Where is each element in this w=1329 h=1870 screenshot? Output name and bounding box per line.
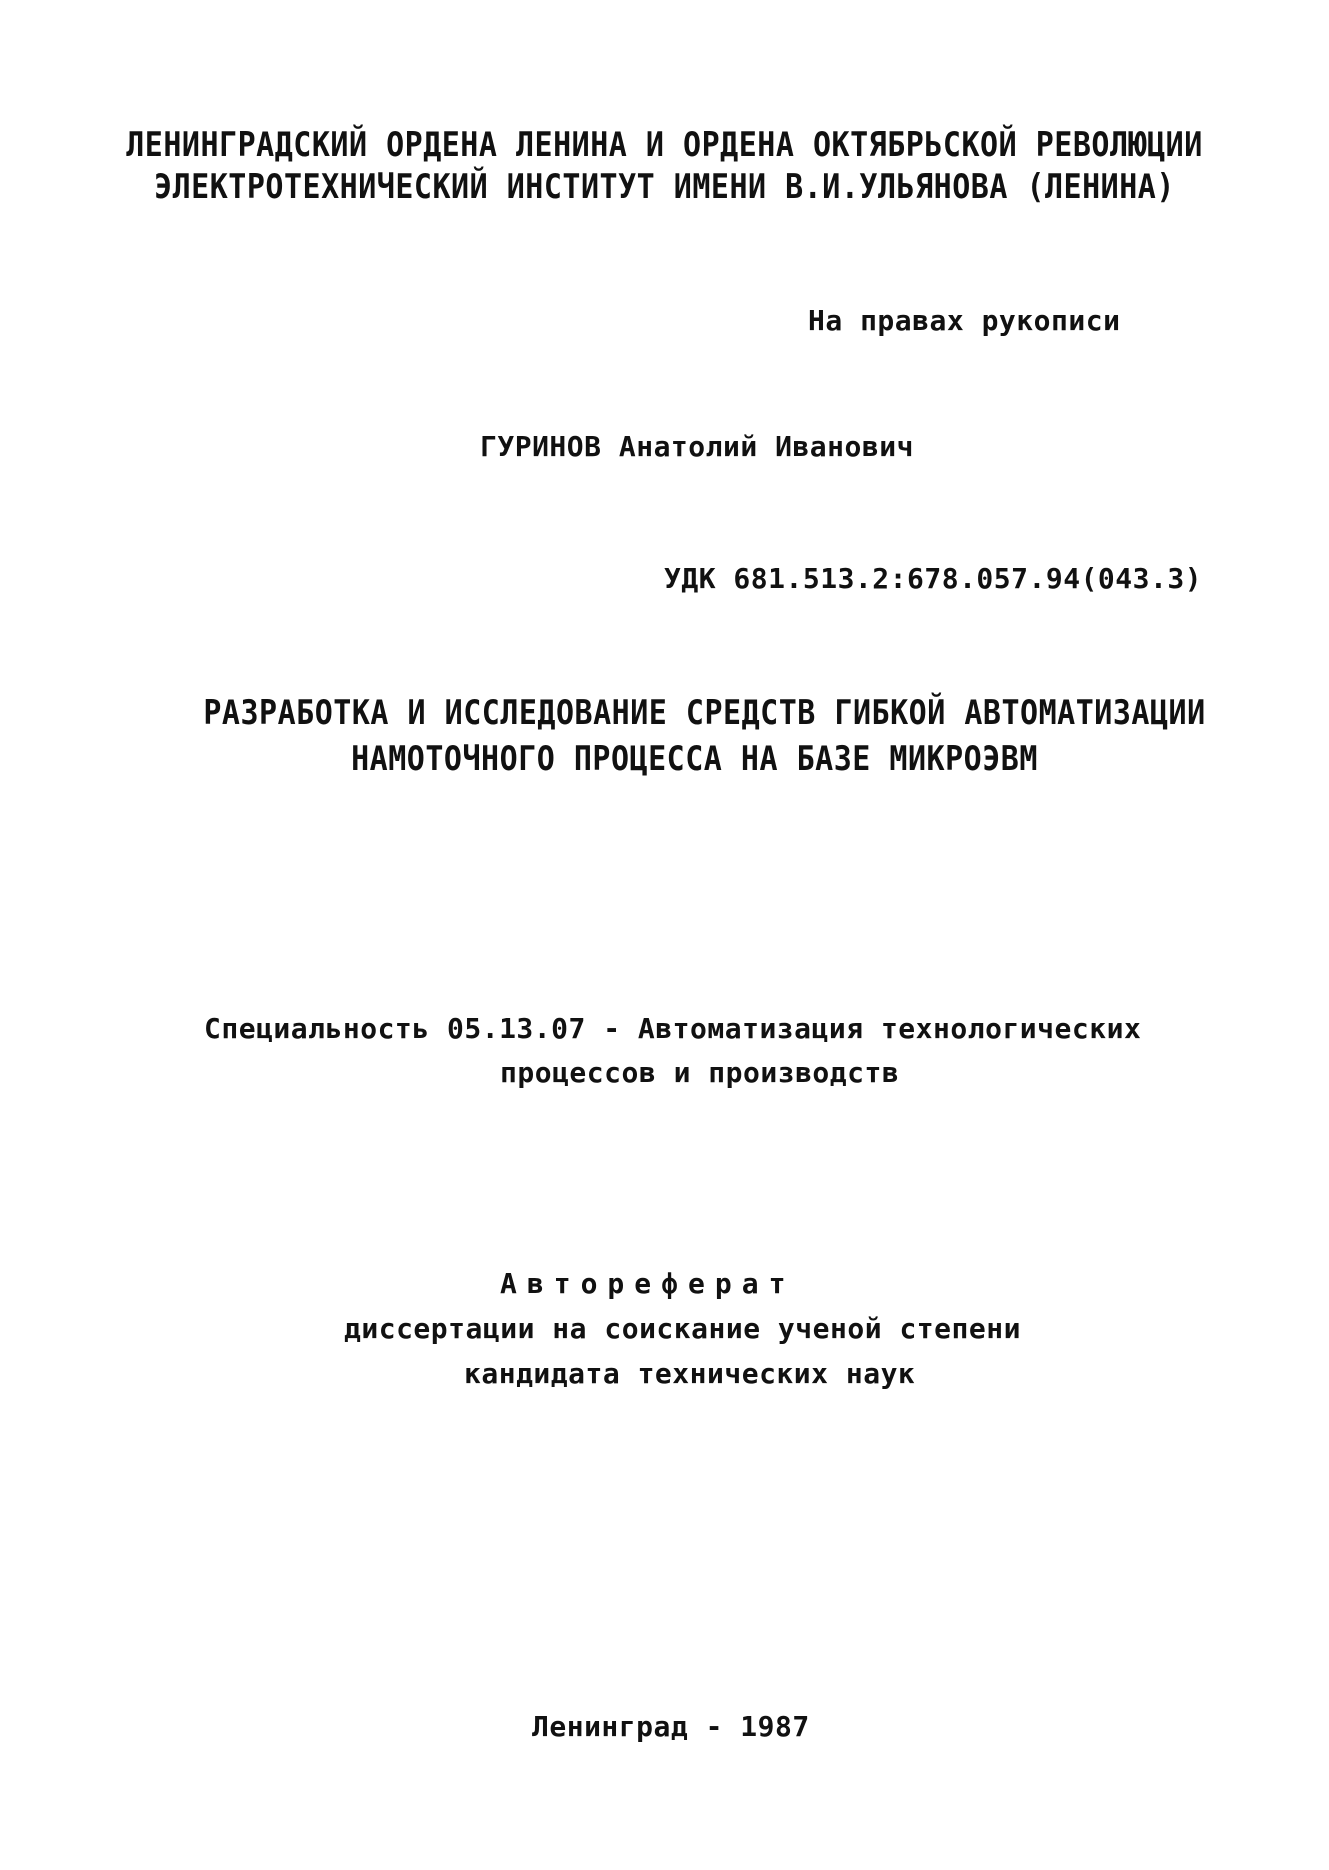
specialty-line-2: процессов и производств (500, 1056, 900, 1089)
udc-code: УДК 681.513.2:678.057.94(043.3) (664, 562, 1203, 595)
institution-line-1: ЛЕНИНГРАДСКИЙ ОРДЕНА ЛЕНИНА И ОРДЕНА ОКТЯБРЬСКОЙ РЕВОЛЮЦИИ (126, 125, 1203, 166)
place-year: Ленинград - 1987 (532, 1710, 810, 1743)
abstract-heading: Автореферат (500, 1267, 796, 1300)
institution-line-2: ЭЛЕКТРОТЕХНИЧЕСКИЙ ИНСТИТУТ ИМЕНИ В.И.УЛЬЯНОВА (ЛЕНИНА) (154, 167, 1175, 208)
title-line-1: РАЗРАБОТКА И ИССЛЕДОВАНИЕ СРЕДСТВ ГИБКОЙ АВТОМАТИЗАЦИИ (203, 693, 1206, 734)
manuscript-note: На правах рукописи (808, 304, 1121, 337)
abstract-line-2: кандидата технических наук (464, 1357, 916, 1390)
specialty-line-1: Специальность 05.13.07 - Автоматизация технологических (204, 1012, 1142, 1045)
title-line-2: НАМОТОЧНОГО ПРОЦЕССА НА БАЗЕ МИКРОЭВМ (351, 739, 1038, 780)
abstract-line-1: диссертации на соискание ученой степени (344, 1312, 1021, 1345)
author-name: ГУРИНОВ Анатолий Иванович (480, 430, 914, 463)
